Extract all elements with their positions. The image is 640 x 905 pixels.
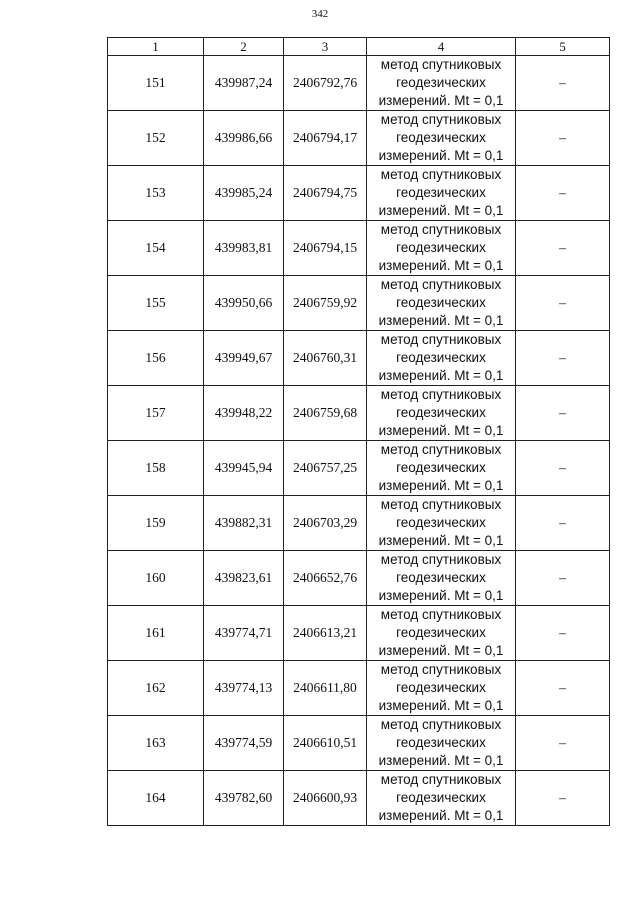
point-number-cell: 152 [108, 111, 204, 166]
note-cell: – [516, 661, 610, 716]
point-number-cell: 156 [108, 331, 204, 386]
method-cell [367, 56, 516, 111]
table-row [108, 386, 610, 441]
x-coordinate-cell: 439945,94 [204, 441, 284, 496]
note-cell: – [516, 111, 610, 166]
method-line: метод спутниковых [380, 442, 502, 457]
y-coordinate-cell: 2406652,76 [284, 551, 367, 606]
method-line: метод спутниковых [380, 607, 502, 622]
method-line: геодезических [396, 735, 486, 750]
method-line: измерений. Mt = 0,1 [378, 753, 504, 768]
method-line: геодезических [396, 130, 486, 145]
method-line: геодезических [396, 75, 486, 90]
point-number-cell: 155 [108, 276, 204, 331]
note-cell: – [516, 386, 610, 441]
method-line: геодезических [396, 625, 486, 640]
method-line: метод спутниковых [380, 112, 502, 127]
x-coordinate-cell: 439823,61 [204, 551, 284, 606]
x-coordinate-cell: 439948,22 [204, 386, 284, 441]
table-row [108, 111, 610, 166]
point-number-cell: 159 [108, 496, 204, 551]
note-cell: – [516, 716, 610, 771]
method-line: геодезических [396, 240, 486, 255]
point-number-cell: 160 [108, 551, 204, 606]
method-line: геодезических [396, 405, 486, 420]
method-line: измерений. Mt = 0,1 [378, 808, 504, 823]
method-cell [367, 496, 516, 551]
method-cell [367, 661, 516, 716]
table-row [108, 441, 610, 496]
method-cell [367, 606, 516, 661]
method-line: метод спутниковых [380, 222, 502, 237]
y-coordinate-cell: 2406760,31 [284, 331, 367, 386]
page-number: 342 [311, 8, 329, 20]
table-row [108, 56, 610, 111]
method-line: геодезических [396, 790, 486, 805]
x-coordinate-cell: 439950,66 [204, 276, 284, 331]
note-cell: – [516, 606, 610, 661]
note-cell: – [516, 331, 610, 386]
table-row [108, 276, 610, 331]
method-line: измерений. Mt = 0,1 [378, 313, 504, 328]
method-line: геодезических [396, 570, 486, 585]
note-cell: – [516, 441, 610, 496]
x-coordinate-cell: 439949,67 [204, 331, 284, 386]
method-line: метод спутниковых [380, 552, 502, 567]
method-cell [367, 221, 516, 276]
point-number-cell: 161 [108, 606, 204, 661]
method-line: измерений. Mt = 0,1 [378, 423, 504, 438]
column-header-2: 2 [204, 38, 284, 56]
method-cell [367, 441, 516, 496]
note-cell: – [516, 551, 610, 606]
method-line: геодезических [396, 515, 486, 530]
method-cell [367, 771, 516, 826]
method-line: метод спутниковых [380, 717, 502, 732]
method-line: измерений. Mt = 0,1 [378, 203, 504, 218]
method-line: измерений. Mt = 0,1 [378, 258, 504, 273]
table-row [108, 606, 610, 661]
method-line: измерений. Mt = 0,1 [378, 698, 504, 713]
method-line: метод спутниковых [380, 332, 502, 347]
method-line: измерений. Mt = 0,1 [378, 368, 504, 383]
method-line: измерений. Mt = 0,1 [378, 148, 504, 163]
method-line: метод спутниковых [380, 772, 502, 787]
point-number-cell: 151 [108, 56, 204, 111]
method-line: измерений. Mt = 0,1 [378, 533, 504, 548]
method-line: измерений. Mt = 0,1 [378, 478, 504, 493]
x-coordinate-cell: 439774,71 [204, 606, 284, 661]
method-cell [367, 111, 516, 166]
note-cell: – [516, 276, 610, 331]
method-line: измерений. Mt = 0,1 [378, 588, 504, 603]
y-coordinate-cell: 2406613,21 [284, 606, 367, 661]
method-cell [367, 716, 516, 771]
y-coordinate-cell: 2406600,93 [284, 771, 367, 826]
point-number-cell: 153 [108, 166, 204, 221]
table-row [108, 166, 610, 221]
y-coordinate-cell: 2406794,17 [284, 111, 367, 166]
method-line: геодезических [396, 680, 486, 695]
y-coordinate-cell: 2406759,92 [284, 276, 367, 331]
method-cell [367, 386, 516, 441]
note-cell: – [516, 771, 610, 826]
x-coordinate-cell: 439782,60 [204, 771, 284, 826]
y-coordinate-cell: 2406757,25 [284, 441, 367, 496]
note-cell: – [516, 221, 610, 276]
method-line: метод спутниковых [380, 277, 502, 292]
method-line: измерений. Mt = 0,1 [378, 93, 504, 108]
note-cell: – [516, 496, 610, 551]
table-body [108, 56, 610, 826]
point-number-cell: 157 [108, 386, 204, 441]
y-coordinate-cell: 2406792,76 [284, 56, 367, 111]
column-header-4: 4 [367, 38, 516, 56]
y-coordinate-cell: 2406610,51 [284, 716, 367, 771]
method-line: метод спутниковых [380, 497, 502, 512]
method-line: геодезических [396, 185, 486, 200]
y-coordinate-cell: 2406703,29 [284, 496, 367, 551]
x-coordinate-cell: 439986,66 [204, 111, 284, 166]
table-row [108, 771, 610, 826]
method-line: метод спутниковых [380, 57, 502, 72]
x-coordinate-cell: 439774,13 [204, 661, 284, 716]
coordinates-table [107, 37, 610, 826]
note-cell: – [516, 56, 610, 111]
y-coordinate-cell: 2406794,15 [284, 221, 367, 276]
table-row [108, 221, 610, 276]
method-line: геодезических [396, 295, 486, 310]
table-row [108, 661, 610, 716]
point-number-cell: 154 [108, 221, 204, 276]
y-coordinate-cell: 2406611,80 [284, 661, 367, 716]
method-line: измерений. Mt = 0,1 [378, 643, 504, 658]
method-line: метод спутниковых [380, 387, 502, 402]
method-cell [367, 166, 516, 221]
x-coordinate-cell: 439774,59 [204, 716, 284, 771]
x-coordinate-cell: 439985,24 [204, 166, 284, 221]
x-coordinate-cell: 439987,24 [204, 56, 284, 111]
method-line: метод спутниковых [380, 167, 502, 182]
column-header-5: 5 [516, 38, 610, 56]
table-row [108, 551, 610, 606]
x-coordinate-cell: 439882,31 [204, 496, 284, 551]
method-line: геодезических [396, 350, 486, 365]
y-coordinate-cell: 2406794,75 [284, 166, 367, 221]
note-cell: – [516, 166, 610, 221]
y-coordinate-cell: 2406759,68 [284, 386, 367, 441]
table-header-row [108, 38, 610, 56]
method-line: геодезических [396, 460, 486, 475]
point-number-cell: 158 [108, 441, 204, 496]
method-cell [367, 276, 516, 331]
point-number-cell: 163 [108, 716, 204, 771]
method-line: метод спутниковых [380, 662, 502, 677]
column-header-3: 3 [284, 38, 367, 56]
method-cell [367, 331, 516, 386]
table-row [108, 331, 610, 386]
point-number-cell: 162 [108, 661, 204, 716]
table-row [108, 716, 610, 771]
method-cell [367, 551, 516, 606]
point-number-cell: 164 [108, 771, 204, 826]
column-header-1: 1 [108, 38, 204, 56]
table-row [108, 496, 610, 551]
x-coordinate-cell: 439983,81 [204, 221, 284, 276]
